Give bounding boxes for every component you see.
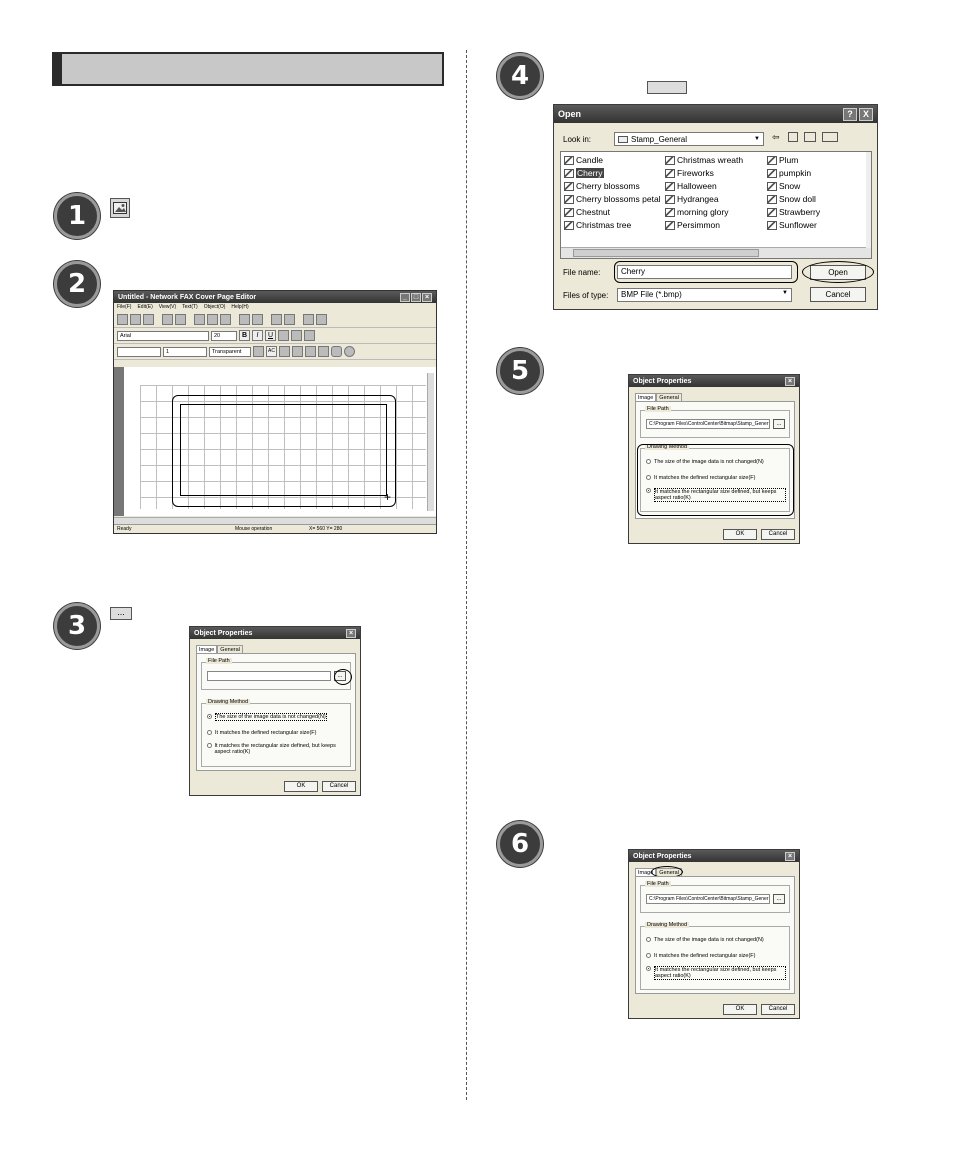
list-item[interactable]: Candle: [564, 155, 603, 165]
file-path-label: File Path: [208, 658, 230, 664]
italic-button[interactable]: I: [252, 330, 263, 341]
align-left-icon[interactable]: [278, 330, 289, 341]
picture-tool-icon: [110, 198, 130, 218]
rounded-rect-icon[interactable]: [331, 346, 342, 357]
browse-button[interactable]: ...: [334, 671, 346, 681]
close-icon[interactable]: ×: [422, 293, 432, 302]
list-item[interactable]: Snow doll: [767, 194, 816, 204]
object-properties-dialog-step3: [189, 626, 361, 796]
file-path-group: [640, 406, 790, 438]
status-mode: Mouse operation: [235, 526, 273, 532]
list-item[interactable]: morning glory: [665, 207, 729, 217]
look-in-select[interactable]: Stamp_General ▼: [614, 132, 764, 146]
list-item[interactable]: Cherry blossoms: [564, 181, 640, 191]
line-icon[interactable]: [305, 346, 316, 357]
status-ready: Ready: [117, 526, 132, 532]
list-item[interactable]: pumpkin: [767, 168, 811, 178]
preview-icon[interactable]: [175, 314, 186, 325]
bitmap-file-icon: [564, 195, 574, 204]
hand-icon[interactable]: [316, 314, 327, 325]
picture-insert-icon[interactable]: [279, 346, 290, 357]
folder-icon: [618, 136, 628, 143]
file-name-highlight: [614, 261, 798, 283]
close-icon[interactable]: X: [859, 108, 873, 121]
open-dialog-title: Open: [558, 109, 582, 119]
align-right-icon[interactable]: [304, 330, 315, 341]
file-name-input[interactable]: Cherry: [617, 265, 792, 279]
option-match-rect[interactable]: It matches the defined rectangular size(F): [207, 730, 317, 736]
radio-icon: [646, 966, 651, 971]
back-icon[interactable]: [252, 314, 263, 325]
editor-menubar: [114, 303, 436, 312]
editor-canvas-area: [114, 367, 436, 516]
step-1-badge: 1: [54, 193, 100, 239]
tab-general[interactable]: General: [656, 868, 682, 877]
editor-title: Untitled - Network FAX Cover Page Editor: [118, 293, 257, 301]
fill-select[interactable]: Transparent: [209, 347, 251, 357]
close-icon[interactable]: ×: [785, 377, 795, 386]
cancel-button[interactable]: Cancel: [761, 529, 795, 540]
bitmap-file-icon: [767, 195, 777, 204]
save-icon[interactable]: [143, 314, 154, 325]
option-keep-aspect[interactable]: It matches the rectangular size defined, but keeps aspect ratio(K): [207, 743, 347, 755]
list-item[interactable]: Persimmon: [665, 220, 720, 230]
close-icon[interactable]: ×: [346, 629, 356, 638]
bitmap-file-icon: [767, 221, 777, 230]
bitmap-file-icon: [564, 156, 574, 165]
bold-button[interactable]: B: [239, 330, 250, 341]
tab-general[interactable]: General: [217, 645, 243, 654]
drawing-method-label: Drawing Method: [647, 444, 688, 450]
editor-toolbar-main: [114, 312, 436, 328]
option-no-change[interactable]: The size of the image data is not changed(N): [207, 714, 327, 720]
open-button-highlight: [802, 261, 874, 283]
tab-image[interactable]: Image: [196, 645, 217, 654]
menu-edit[interactable]: Edit(E): [137, 304, 153, 310]
font-name-select[interactable]: Arial: [117, 331, 209, 341]
list-horizontal-scrollbar[interactable]: [561, 247, 871, 258]
close-icon[interactable]: ×: [785, 852, 795, 861]
cancel-button[interactable]: Cancel: [761, 1004, 795, 1015]
status-coords: X= 560 Y= 280: [309, 526, 343, 532]
zoom-in-icon[interactable]: [271, 314, 282, 325]
dialog-title: Object Properties: [194, 629, 253, 637]
list-item[interactable]: Cherry blossoms petal: [564, 194, 661, 204]
object-properties-dialog-step5: [628, 374, 800, 544]
vertical-scrollbar[interactable]: [427, 373, 434, 511]
browse-button[interactable]: ...: [773, 894, 785, 904]
menu-view[interactable]: View(V): [158, 304, 177, 310]
bitmap-file-icon: [665, 208, 675, 217]
bitmap-file-icon: [767, 182, 777, 191]
crosshair-cursor-icon: +: [384, 490, 392, 504]
cover-page-editor-window: [113, 290, 437, 534]
bitmap-file-icon: [767, 208, 777, 217]
file-list: [560, 151, 872, 259]
browse-button[interactable]: ...: [773, 419, 785, 429]
editor-toolbar-font: [114, 328, 436, 344]
option-keep-aspect[interactable]: It matches the rectangular size defined, but keeps aspect ratio(K): [646, 488, 786, 502]
list-item[interactable]: Cherry: [564, 168, 604, 178]
radio-icon: [646, 937, 651, 942]
font-size-select[interactable]: 20: [211, 331, 237, 341]
list-item[interactable]: Sunflower: [767, 220, 817, 230]
open-button-sample: [647, 81, 687, 94]
drawing-method-group: [640, 922, 790, 990]
open-button[interactable]: Open: [810, 265, 866, 280]
list-item[interactable]: Christmas wreath: [665, 155, 743, 165]
column-divider: [466, 50, 467, 1100]
cancel-button[interactable]: Cancel: [322, 781, 356, 792]
ok-button[interactable]: OK: [723, 1004, 757, 1015]
open-icon[interactable]: [130, 314, 141, 325]
file-type-label: Files of type:: [563, 291, 609, 300]
tab-panel: [635, 876, 795, 994]
radio-icon: [207, 743, 212, 748]
list-item[interactable]: Plum: [767, 155, 798, 165]
ok-button[interactable]: OK: [723, 529, 757, 540]
zoom-out-icon[interactable]: [284, 314, 295, 325]
option-match-rect[interactable]: It matches the defined rectangular size(F): [646, 953, 756, 959]
step-4-badge: 4: [497, 53, 543, 99]
step-3-badge: 3: [54, 603, 100, 649]
drawing-method-label: Drawing Method: [208, 699, 249, 705]
radio-icon: [207, 730, 212, 735]
line-style-select[interactable]: [117, 347, 161, 357]
ellipse-icon[interactable]: [344, 346, 355, 357]
list-item[interactable]: Snow: [767, 181, 800, 191]
list-item[interactable]: Fireworks: [665, 168, 714, 178]
view-menu-icon[interactable]: [822, 132, 838, 142]
list-item[interactable]: Halloween: [665, 181, 717, 191]
editor-titlebar: [114, 291, 436, 303]
bitmap-file-icon: [564, 208, 574, 217]
text-tool-button[interactable]: AC: [266, 346, 277, 357]
list-item[interactable]: Strawberry: [767, 207, 820, 217]
maximize-icon[interactable]: □: [411, 293, 421, 302]
bitmap-file-icon: [665, 156, 675, 165]
dialog-title: Object Properties: [633, 852, 692, 860]
radio-icon: [207, 714, 212, 719]
chevron-down-icon: ▼: [754, 136, 760, 142]
file-path-field[interactable]: C:\Program Files\ControlCenter\Bitmap\Stamp_Gener: [646, 419, 770, 429]
front-icon[interactable]: [239, 314, 250, 325]
dialog-titlebar: [629, 375, 799, 387]
list-item[interactable]: Chestnut: [564, 207, 610, 217]
copy-icon[interactable]: [207, 314, 218, 325]
tab-panel: [635, 401, 795, 519]
pointer-icon[interactable]: [303, 314, 314, 325]
back-arrow-icon[interactable]: ⇦: [772, 132, 780, 142]
menu-help[interactable]: Help(H): [231, 304, 249, 310]
bitmap-file-icon: [767, 169, 777, 178]
bitmap-file-icon: [665, 195, 675, 204]
file-type-select[interactable]: BMP File (*.bmp) ▼: [617, 288, 792, 302]
new-folder-icon[interactable]: [804, 132, 816, 142]
bitmap-file-icon: [665, 169, 675, 178]
text-box-icon[interactable]: [253, 346, 264, 357]
dialog-title: Object Properties: [633, 377, 692, 385]
rectangle-icon[interactable]: [318, 346, 329, 357]
new-icon[interactable]: [117, 314, 128, 325]
menu-file[interactable]: File(F): [117, 304, 132, 310]
bitmap-file-icon: [665, 221, 675, 230]
tab-panel: [196, 653, 356, 771]
menu-object[interactable]: Object(O): [203, 304, 226, 310]
option-no-change[interactable]: The size of the image data is not changed(N): [646, 459, 764, 465]
look-in-label: Look in:: [563, 135, 592, 144]
step-5-badge: 5: [497, 348, 543, 394]
step-6-badge: 6: [497, 821, 543, 867]
help-icon[interactable]: ?: [843, 108, 857, 121]
open-file-dialog: [553, 104, 878, 310]
line-width-select[interactable]: 1: [163, 347, 207, 357]
list-item[interactable]: Hydrangea: [665, 194, 719, 204]
minimize-icon[interactable]: _: [400, 293, 410, 302]
ok-button[interactable]: OK: [284, 781, 318, 792]
bitmap-file-icon: [665, 182, 675, 191]
file-name-label: File name:: [563, 268, 601, 277]
stamp-icon[interactable]: [292, 346, 303, 357]
cancel-button[interactable]: Cancel: [810, 287, 866, 302]
section-header-bar: [52, 52, 444, 86]
up-folder-icon[interactable]: [788, 132, 798, 142]
scroll-thumb[interactable]: [573, 249, 759, 257]
editor-toolbar-draw: [114, 344, 436, 360]
bitmap-file-icon: [767, 156, 777, 165]
print-icon[interactable]: [162, 314, 173, 325]
object-properties-dialog-step6: [628, 849, 800, 1019]
list-vertical-scrollbar[interactable]: [866, 152, 871, 248]
chevron-down-icon: ▼: [782, 290, 788, 296]
file-path-label: File Path: [647, 881, 669, 887]
file-path-field[interactable]: C:\Program Files\ControlCenter\Bitmap\Stamp_Gener: [646, 894, 770, 904]
drawing-method-label: Drawing Method: [647, 922, 688, 928]
step-2-badge: 2: [54, 261, 100, 307]
tab-image[interactable]: Image: [635, 393, 656, 402]
option-match-rect[interactable]: It matches the defined rectangular size(F): [646, 475, 756, 481]
bitmap-file-icon: [564, 221, 574, 230]
editor-statusbar: [114, 524, 436, 533]
tab-image[interactable]: Image: [635, 868, 656, 877]
menu-text[interactable]: Text(T): [182, 304, 198, 310]
browse-button-sample: ...: [110, 607, 132, 620]
paste-icon[interactable]: [220, 314, 231, 325]
highlight-circle: [334, 669, 352, 685]
bitmap-file-icon: [564, 182, 574, 191]
file-path-field[interactable]: [207, 671, 331, 681]
file-path-group: [201, 658, 351, 690]
option-no-change[interactable]: The size of the image data is not changed(N): [646, 937, 764, 943]
list-item[interactable]: Christmas tree: [564, 220, 631, 230]
radio-icon: [646, 953, 651, 958]
dialog-titlebar: [629, 850, 799, 862]
drawing-method-group: [201, 699, 351, 767]
file-path-group: [640, 881, 790, 913]
ruler-left: [114, 367, 124, 516]
inner-rectangle[interactable]: [180, 404, 387, 496]
file-path-label: File Path: [647, 406, 669, 412]
align-center-icon[interactable]: [291, 330, 302, 341]
tab-general[interactable]: General: [656, 393, 682, 402]
cut-icon[interactable]: [194, 314, 205, 325]
horizontal-scrollbar[interactable]: [114, 517, 436, 524]
bitmap-file-icon: [564, 169, 574, 178]
drawing-method-highlight: [637, 444, 794, 516]
underline-button[interactable]: U: [265, 330, 276, 341]
option-keep-aspect[interactable]: It matches the rectangular size defined, but keeps aspect ratio(K): [646, 966, 786, 980]
open-dialog-titlebar: [554, 105, 877, 123]
dialog-titlebar: [190, 627, 360, 639]
